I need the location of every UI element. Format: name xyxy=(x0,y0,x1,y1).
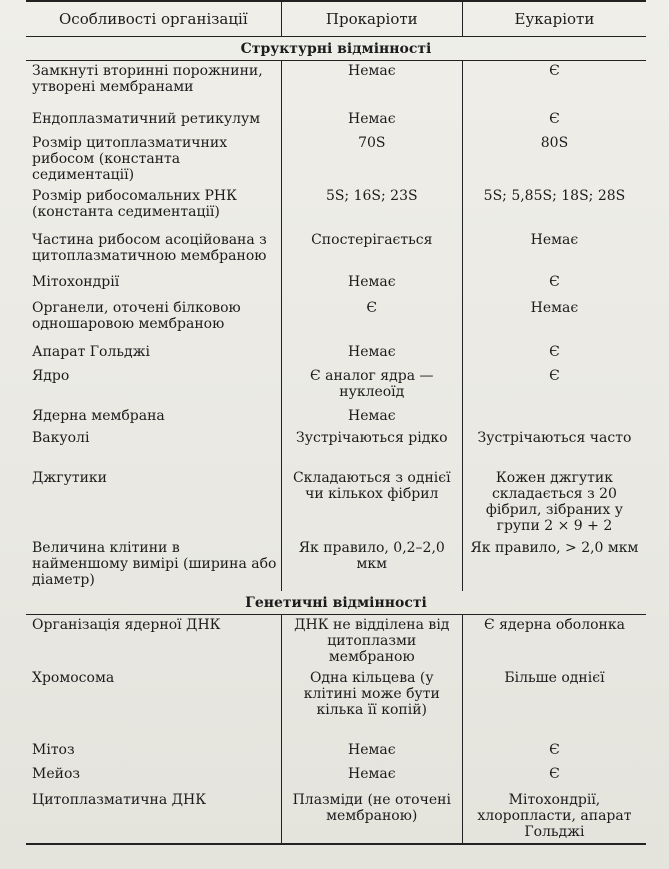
header-eukaryotes: Еукаріоти xyxy=(462,1,646,37)
table-row xyxy=(26,61,646,109)
prokaryote-cell: Як правило, 0,2–2,0 мкм xyxy=(281,538,462,591)
feature-cell: Вакуолі xyxy=(32,429,90,446)
eukaryote-cell: Зустрічаються часто xyxy=(462,428,646,468)
feature-cell: Ендоплазматичний ретикулум xyxy=(32,110,261,127)
eukaryote-cell: Немає xyxy=(462,230,646,272)
table-row xyxy=(26,614,646,668)
eukaryote-cell: Є xyxy=(462,342,646,366)
section-title: Структурні відмінності xyxy=(26,37,646,61)
prokaryote-cell: Немає xyxy=(281,272,462,298)
table-row xyxy=(26,740,646,764)
eukaryote-cell: Є xyxy=(462,109,646,133)
table-row xyxy=(26,342,646,366)
prokaryote-cell: ДНК не відділена від цитоплазми мембраною xyxy=(281,614,462,668)
table-row xyxy=(26,186,646,230)
table-row xyxy=(26,230,646,272)
prokaryote-cell: Немає xyxy=(281,61,462,109)
section-header-row xyxy=(26,591,646,615)
table-row xyxy=(26,366,646,406)
prokaryote-cell: Немає xyxy=(281,342,462,366)
table-header-row xyxy=(26,1,646,37)
table-row xyxy=(26,428,646,468)
feature-cell: Органели, оточені білковою одношаровою мембраною xyxy=(32,299,241,332)
eukaryote-cell: Немає xyxy=(462,298,646,342)
feature-cell: Ядерна мембрана xyxy=(32,407,165,424)
table-row xyxy=(26,272,646,298)
eukaryote-cell xyxy=(462,406,646,428)
feature-cell: Цитоплазматична ДНК xyxy=(26,790,281,844)
prokaryote-cell: Немає xyxy=(281,109,462,133)
table-row xyxy=(26,538,646,591)
prokaryote-cell: 5S; 16S; 23S xyxy=(281,186,462,230)
feature-cell: Частина рибосом асоційована з цитоплазматичною мембраною xyxy=(32,231,267,264)
section-header-row xyxy=(26,37,646,61)
prokaryote-cell: Складаються з однієї чи кількох фібрил xyxy=(281,468,462,538)
eukaryote-cell: Як правило, > 2,0 мкм xyxy=(462,538,646,591)
prokaryote-cell: Є аналог ядра — нуклеоїд xyxy=(281,366,462,406)
table-row xyxy=(26,109,646,133)
table-row xyxy=(26,133,646,186)
table-row xyxy=(26,790,646,844)
prokaryote-cell: Немає xyxy=(281,764,462,790)
eukaryote-cell: Є ядерна оболонка xyxy=(462,614,646,668)
prokaryote-cell: Спостерігається xyxy=(281,230,462,272)
eukaryote-cell: Кожен джгутик складається з 20 фібрил, зібраних у групи 2 × 9 + 2 xyxy=(462,468,646,538)
eukaryote-cell: Є xyxy=(462,740,646,764)
prokaryote-cell: Плазміди (не оточені мембраною) xyxy=(281,790,462,844)
prokaryote-cell: Зустрічаються рідко xyxy=(281,428,462,468)
feature-cell: Розмір рибосомальних РНК (константа седиментації) xyxy=(32,187,237,220)
prokaryote-cell: Є xyxy=(281,298,462,342)
prokaryote-cell: 70S xyxy=(281,133,462,186)
table-row xyxy=(26,668,646,740)
eukaryote-cell: Більше однієї xyxy=(462,668,646,740)
table-row xyxy=(26,298,646,342)
eukaryote-cell: Мітохондрії, хлоропласти, апарат Гольджі xyxy=(462,790,646,844)
eukaryote-cell: Є xyxy=(462,61,646,109)
eukaryote-cell: 80S xyxy=(462,133,646,186)
table-row xyxy=(26,468,646,538)
eukaryote-cell: 5S; 5,85S; 18S; 28S xyxy=(462,186,646,230)
prokaryote-cell: Одна кільцева (у клітині може бути кілька її копій) xyxy=(281,668,462,740)
prokaryote-cell: Немає xyxy=(281,740,462,764)
feature-cell: Апарат Гольджі xyxy=(32,343,150,360)
table-row xyxy=(26,764,646,790)
eukaryote-cell: Є xyxy=(462,764,646,790)
feature-cell: Мітоз xyxy=(32,741,75,758)
header-features: Особливості організації xyxy=(26,1,281,37)
prokaryote-cell: Немає xyxy=(281,406,462,428)
section-title: Генетичні відмінності xyxy=(26,591,646,615)
prokaryote-eukaryote-comparison-table xyxy=(26,0,646,845)
feature-cell: Організація ядерної ДНК xyxy=(32,616,221,633)
feature-cell: Мітохондрії xyxy=(32,273,120,290)
eukaryote-cell: Є xyxy=(462,272,646,298)
feature-cell: Замкнуті вторинні порожнини, утворені мембранами xyxy=(32,63,263,95)
feature-cell: Мейоз xyxy=(32,765,81,782)
table-row xyxy=(26,406,646,428)
feature-cell: Хромосома xyxy=(32,669,115,686)
eukaryote-cell: Є xyxy=(462,366,646,406)
header-prokaryotes: Прокаріоти xyxy=(281,1,462,37)
feature-cell: Розмір цитоплазматичних рибосом (константа седиментації) xyxy=(32,134,228,183)
feature-cell: Ядро xyxy=(32,367,70,384)
feature-cell: Джгутики xyxy=(32,469,107,486)
feature-cell: Величина клітини в найменшому вимірі (ширина або діаметр) xyxy=(32,539,277,588)
